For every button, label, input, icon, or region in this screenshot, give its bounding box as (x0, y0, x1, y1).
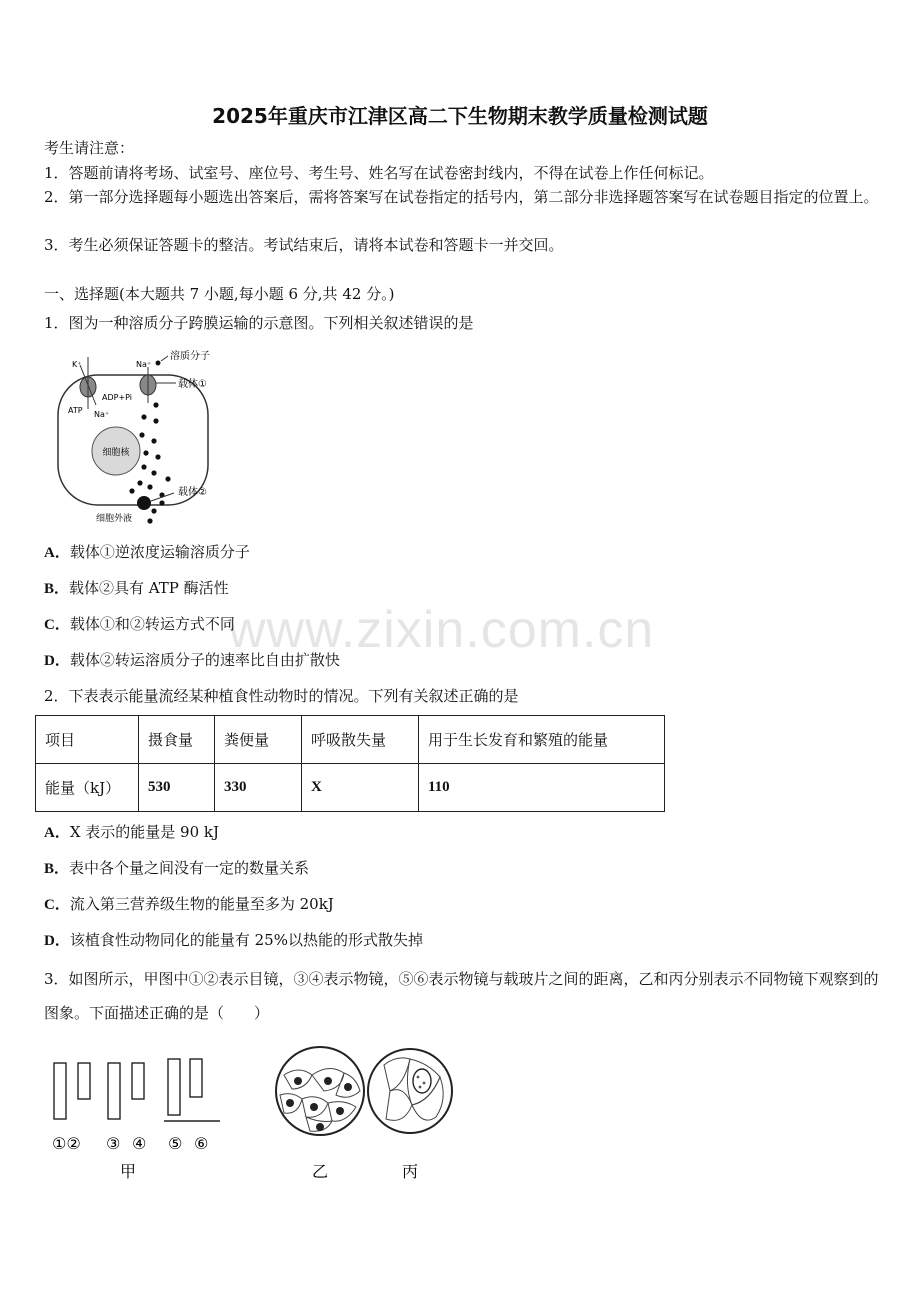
q1-option-c[interactable]: C．载体①和②转运方式不同 (44, 615, 235, 633)
label-jia: 甲 (119, 1162, 137, 1181)
table-cell: 530 (139, 764, 215, 812)
carrier-1-label: 载体① (178, 379, 207, 390)
q2-option-a[interactable]: A．X 表示的能量是 90 kJ (44, 823, 220, 841)
notice-item-1: 1．答题前请将考场、试室号、座位号、考生号、姓名写在试卷密封线内，不得在试卷上作任何标记。 (44, 164, 714, 182)
jia-diagram (54, 1059, 220, 1121)
extracellular-label: 细胞外液 (96, 514, 133, 524)
page-title: 2025年重庆市江津区高二下生物期末教学质量检测试题 (212, 104, 708, 128)
notice-heading: 考生请注意： (44, 139, 135, 157)
q2-stem: 2．下表表示能量流经某种植食性动物时的情况。下列有关叙述正确的是 (44, 687, 519, 705)
label-yi: 乙 (311, 1162, 329, 1181)
q2-option-d[interactable]: D．该植食性动物同化的能量有 25%以热能的形式散失掉 (44, 931, 423, 949)
solute-dot (156, 361, 161, 366)
table-row (36, 764, 665, 812)
q2-option-b[interactable]: B．表中各个量之间没有一定的数量关系 (44, 859, 310, 877)
label-5: ⑤ (168, 1134, 183, 1153)
label-12: ①② (52, 1134, 81, 1153)
notice-item-3: 3．考生必须保证答题卡的整洁。考试结束后，请将本试卷和答题卡一并交回。 (44, 236, 564, 254)
table-header-cell: 项目 (36, 716, 139, 764)
nucleus-label: 细胞核 (102, 448, 130, 458)
q1-stem: 1．图为一种溶质分子跨膜运输的示意图。下列相关叙述错误的是 (44, 314, 474, 332)
watermark: www.zixin.com.cn (228, 601, 655, 659)
energy-table (35, 715, 665, 812)
table-cell: X (302, 764, 419, 812)
na-label-1: Na⁺ (136, 360, 152, 369)
objective-6 (190, 1059, 202, 1097)
q1-option-d[interactable]: D．载体②转运溶质分子的速率比自由扩散快 (44, 651, 340, 669)
eyepiece-2 (78, 1063, 90, 1099)
carrier-2-label: 载体② (178, 487, 207, 498)
objective-3 (108, 1063, 120, 1119)
k-label: K⁺ (72, 360, 82, 369)
table-header-cell: 用于生长发育和繁殖的能量 (419, 716, 665, 764)
table-header-row (36, 716, 665, 764)
solute-pointer (161, 356, 168, 361)
q1-option-a[interactable]: A．载体①逆浓度运输溶质分子 (44, 543, 250, 561)
section-heading: 一、选择题(本大题共 7 小题,每小题 6 分,共 42 分。) (44, 285, 395, 303)
table-cell: 330 (215, 764, 302, 812)
q3-stem: 3．如图所示，甲图中①②表示目镜，③④表示物镜，⑤⑥表示物镜与载玻片之间的距离，乙和丙分别表示不同物镜下观察到的图象。下面描述正确的是（ ） (44, 970, 879, 1022)
atp-label: ATP (68, 406, 83, 415)
label-6: ⑥ (194, 1134, 209, 1153)
objective-4 (132, 1063, 144, 1099)
na-label-2: Na⁺ (94, 410, 110, 419)
table-cell: 110 (419, 764, 665, 812)
cell-transport-figure (44, 345, 244, 530)
table-cell: 能量（kJ） (36, 764, 139, 812)
adp-label: ADP+Pi (102, 393, 133, 402)
bing-view (368, 1049, 452, 1133)
table-header-cell: 粪便量 (215, 716, 302, 764)
label-4: ④ (132, 1134, 147, 1153)
carrier-2-shape (137, 496, 151, 510)
yi-view (276, 1047, 364, 1135)
solute-label: 溶质分子 (170, 351, 210, 362)
table-header-cell: 摄食量 (139, 716, 215, 764)
eyepiece-1 (54, 1063, 66, 1119)
label-3: ③ (106, 1134, 121, 1153)
label-bing: 丙 (401, 1162, 419, 1181)
table-header-cell: 呼吸散失量 (302, 716, 419, 764)
objective-5 (168, 1059, 180, 1115)
notice-item-2: 2．第一部分选择题每小题选出答案后，需将答案写在试卷指定的括号内，第二部分非选择题答案写在试卷题目指定的位置上。 (44, 188, 879, 206)
microscope-figure (44, 1045, 464, 1185)
q2-option-c[interactable]: C．流入第三营养级生物的能量至多为 20kJ (44, 895, 334, 913)
q1-option-b[interactable]: B．载体②具有 ATP 酶活性 (44, 579, 229, 597)
